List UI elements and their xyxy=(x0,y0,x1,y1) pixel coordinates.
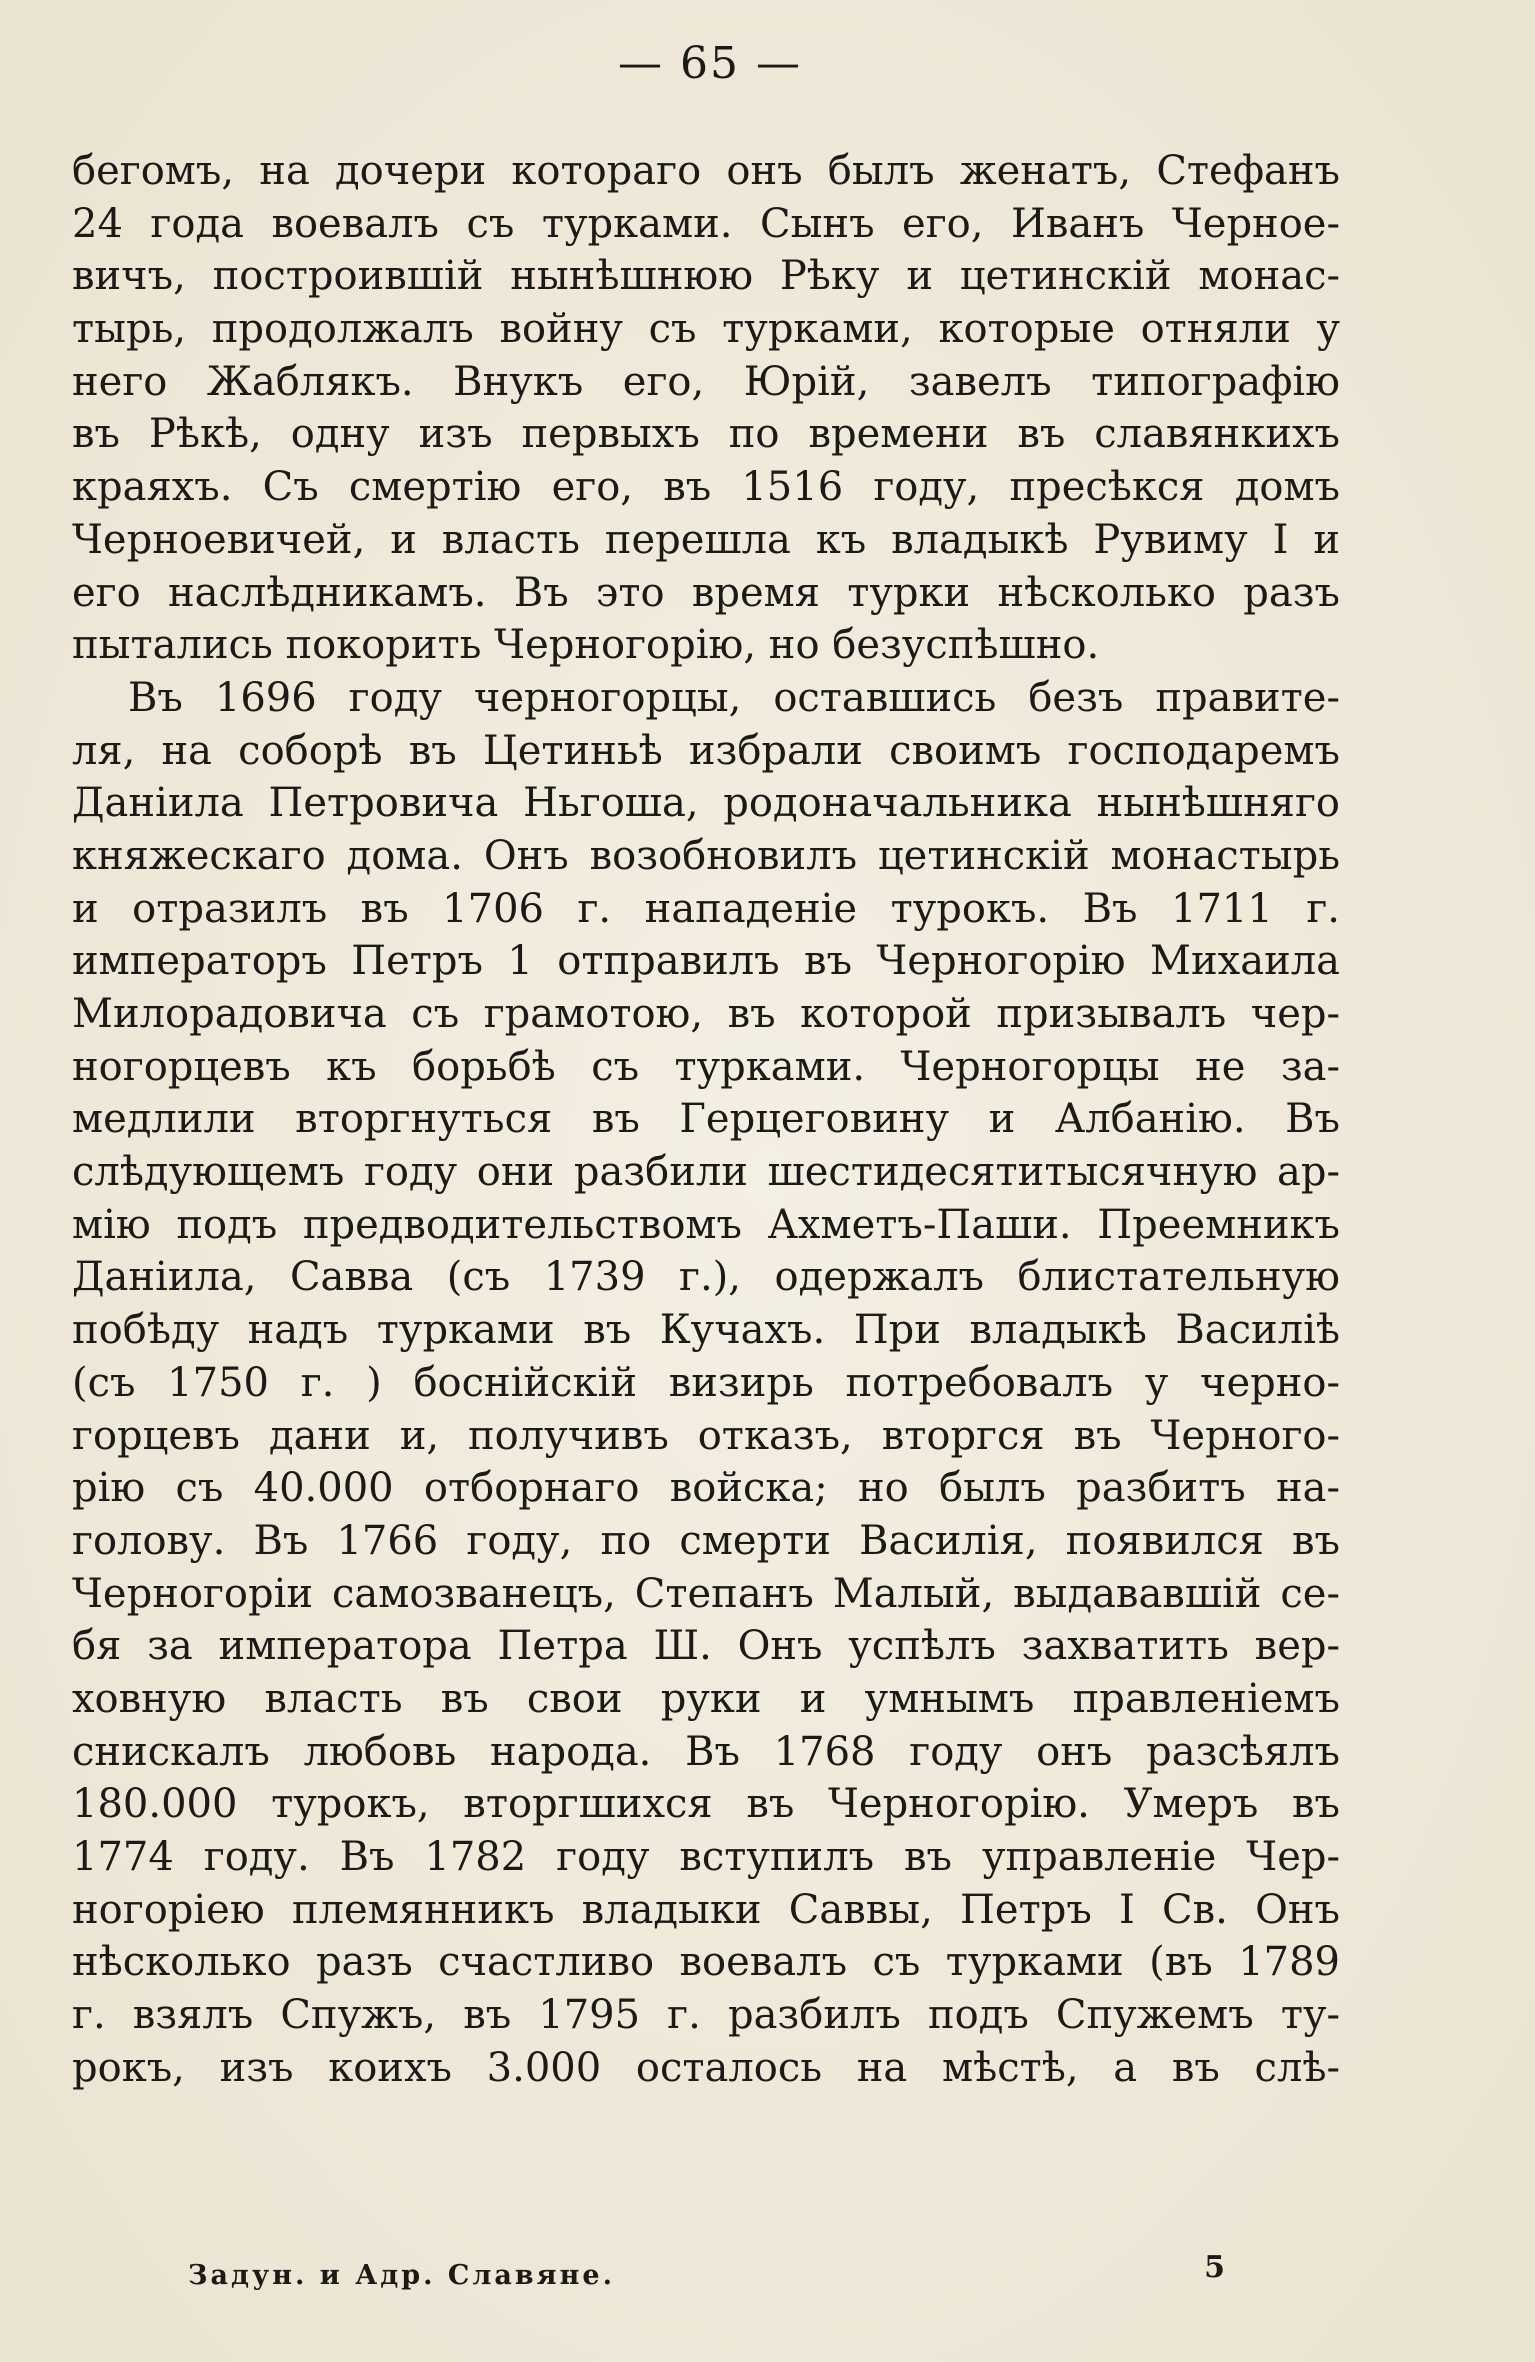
text-line: медлили вторгнуться въ Герцеговину и Албанію. Въ xyxy=(72,1096,1340,1143)
text-line: рію съ 40.000 отборнаго войска; но былъ разбитъ на- xyxy=(72,1465,1340,1512)
text-line: рокъ, изъ коихъ 3.000 осталось на мѣстѣ, а въ слѣ- xyxy=(72,2044,1340,2091)
text-line: его наслѣдникамъ. Въ это время турки нѣсколько разъ xyxy=(72,569,1340,616)
text-line: ля, на соборѣ въ Цетиньѣ избрали своимъ господаремъ xyxy=(72,727,1340,774)
text-line: Въ 1696 году черногорцы, оставшись безъ правите- xyxy=(128,674,1340,721)
text-line: ногоріею племянникъ владыки Саввы, Петръ I Св. Онъ xyxy=(72,1886,1340,1933)
text-line: 1774 году. Въ 1782 году вступилъ въ управленіе Чер- xyxy=(72,1834,1340,1880)
text-line: Черногоріи самозванецъ, Степанъ Малый, выдававшій се- xyxy=(72,1570,1340,1617)
text-line: нѣсколько разъ счастливо воевалъ съ турками (въ 1789 xyxy=(72,1939,1340,1986)
text-line: императоръ Петръ 1 отправилъ въ Черногорію Михаила xyxy=(72,938,1340,985)
text-line: (съ 1750 г. ) боснійскій визирь потребовалъ у черно- xyxy=(72,1359,1340,1406)
text-line: г. взялъ Спужъ, въ 1795 г. разбилъ подъ Спужемъ ту- xyxy=(72,1992,1340,2039)
text-line: 180.000 турокъ, вторгшихся въ Черногорію. Умеръ въ xyxy=(72,1781,1340,1828)
text-line: и отразилъ въ 1706 г. нападеніе турокъ. Въ 1711 г. xyxy=(72,885,1340,932)
text-line: Даніила Петровича Ньгоша, родоначальника нынѣшняго xyxy=(72,780,1340,827)
text-line: бегомъ, на дочери котораго онъ былъ женатъ, Стефанъ xyxy=(72,148,1340,194)
page-number: — 65 — xyxy=(618,38,802,89)
text-line: Милорадовича съ грамотою, въ которой призывалъ чер- xyxy=(72,991,1340,1037)
text-line: ховную власть въ свои руки и умнымъ правленіемъ xyxy=(72,1675,1340,1722)
text-line: Даніила, Савва (съ 1739 г.), одержалъ блистательную xyxy=(72,1254,1340,1301)
text-line: ногорцевъ къ борьбѣ съ турками. Черногорцы не за- xyxy=(72,1043,1340,1090)
text-line: снискалъ любовь народа. Въ 1768 году онъ разсѣялъ xyxy=(72,1728,1340,1775)
text-line: побѣду надъ турками въ Кучахъ. При владыкѣ Василіѣ xyxy=(72,1307,1340,1354)
body-text xyxy=(72,145,1340,2094)
text-line: Черноевичей, и власть перешла къ владыкѣ Рувиму I и xyxy=(72,516,1340,563)
text-line: него Жаблякъ. Внукъ его, Юрій, завелъ типографію xyxy=(72,358,1340,405)
sheet-number: 5 xyxy=(1204,2250,1228,2285)
text-line: краяхъ. Съ смертію его, въ 1516 году, пресѣкся домъ xyxy=(72,464,1340,511)
text-line: тырь, продолжалъ войну съ турками, которые отняли у xyxy=(72,306,1340,353)
text-line: въ Рѣкѣ, одну изъ первыхъ по времени въ славянкихъ xyxy=(72,411,1340,458)
text-line: слѣдующемъ году они разбили шестидесятитысячную ар- xyxy=(72,1149,1340,1196)
text-line: княжескаго дома. Онъ возобновилъ цетинскій монастырь xyxy=(72,832,1340,879)
text-line: 24 года воевалъ съ турками. Сынъ его, Иванъ Черное- xyxy=(72,200,1340,247)
footer-signature: Задун. и Адр. Славяне. xyxy=(188,2260,615,2291)
text-line: горцевъ дани и, получивъ отказъ, вторгся въ Черного- xyxy=(72,1412,1340,1459)
text-line: вичъ, построившій нынѣшнюю Рѣку и цетинскій монас- xyxy=(72,253,1340,300)
text-line: бя за императора Петра Ш. Онъ успѣлъ захватить вер- xyxy=(72,1623,1340,1670)
text-line: голову. Въ 1766 году, по смерти Василія, появился въ xyxy=(72,1517,1340,1564)
text-line: пытались покорить Черногорію, но безуспѣшно. xyxy=(72,622,1100,669)
text-line: мію подъ предводительствомъ Ахметъ-Паши. Преемникъ xyxy=(72,1201,1340,1248)
